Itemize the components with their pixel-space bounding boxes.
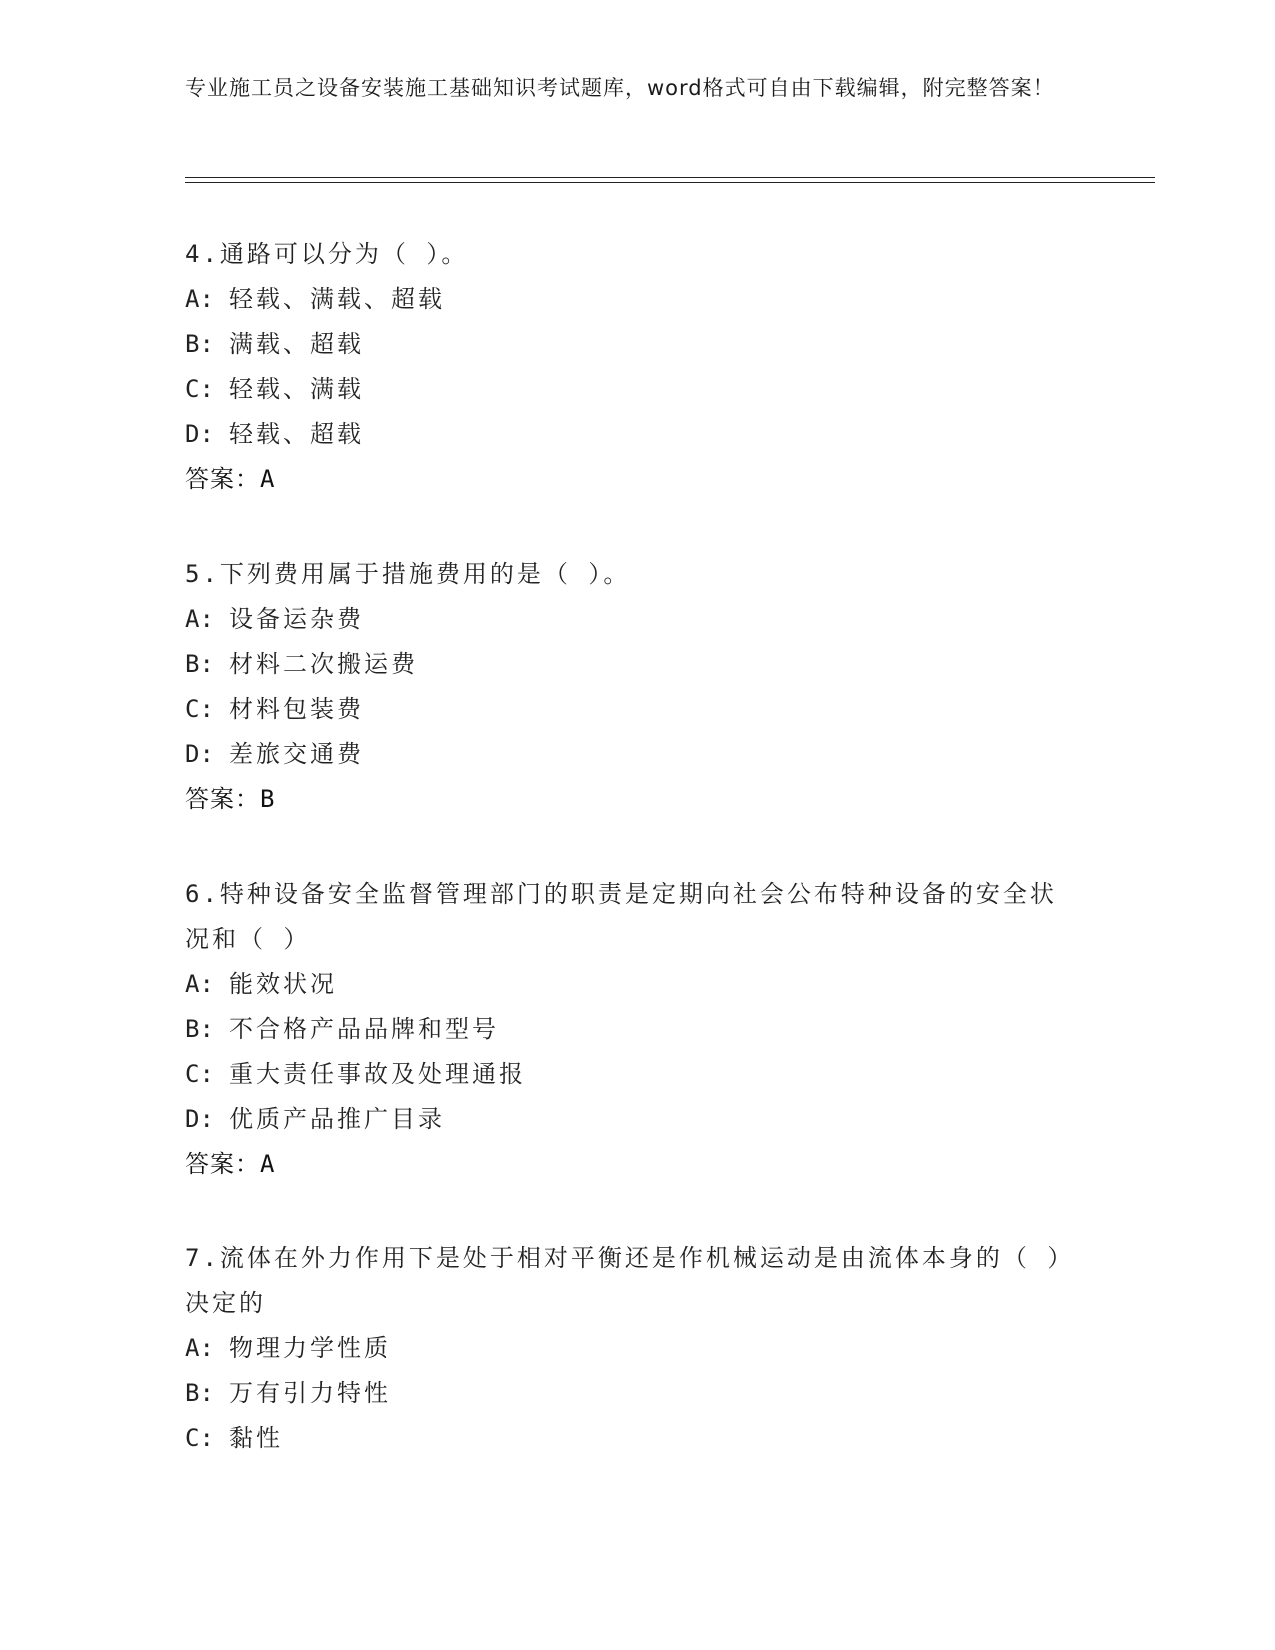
option-letter: B: <box>185 650 214 678</box>
answer-label: 答案： <box>185 465 260 493</box>
option-text: 不合格产品品牌和型号 <box>229 1015 499 1043</box>
option-text: 设备运杂费 <box>229 605 364 633</box>
option-text: 材料包装费 <box>229 695 364 723</box>
question-stem: 7.流体在外力作用下是处于相对平衡还是作机械运动是由流体本身的（ ）决定的 <box>185 1244 1063 1317</box>
option-letter: D: <box>185 740 214 768</box>
option-b <box>185 1007 1065 1052</box>
option-a <box>185 597 1065 642</box>
option-a <box>185 962 1065 1007</box>
option-d <box>185 1097 1065 1142</box>
option-letter: A: <box>185 605 214 633</box>
option-c <box>185 1052 1065 1097</box>
option-a <box>185 277 1065 322</box>
question-6 <box>185 872 1065 1187</box>
option-letter: B: <box>185 1379 214 1407</box>
option-letter: C: <box>185 1060 214 1088</box>
option-text: 能效状况 <box>229 970 337 998</box>
option-text: 重大责任事故及处理通报 <box>229 1060 526 1088</box>
answer-value: A <box>260 465 276 493</box>
option-letter: A: <box>185 1334 214 1362</box>
option-text: 材料二次搬运费 <box>229 650 418 678</box>
answer-label: 答案： <box>185 785 260 813</box>
answer-line <box>185 777 1065 822</box>
option-b <box>185 1371 1065 1416</box>
question-7 <box>185 1236 1065 1461</box>
answer-value: B <box>260 785 276 813</box>
document-header: 专业施工员之设备安装施工基础知识考试题库，word格式可自由下载编辑，附完整答案！ <box>185 76 1055 100</box>
option-text: 优质产品推广目录 <box>229 1105 445 1133</box>
header-divider-bottom <box>185 182 1155 183</box>
option-text: 黏性 <box>229 1424 283 1452</box>
option-letter: B: <box>185 330 214 358</box>
answer-line <box>185 457 1065 502</box>
option-c <box>185 687 1065 732</box>
option-d <box>185 412 1065 457</box>
option-text: 差旅交通费 <box>229 740 364 768</box>
option-text: 轻载、满载、超载 <box>229 285 445 313</box>
option-text: 轻载、超载 <box>229 420 364 448</box>
option-letter: A: <box>185 285 214 313</box>
question-stem: 6.特种设备安全监督管理部门的职责是定期向社会公布特种设备的安全状况和（ ） <box>185 880 1057 953</box>
option-c <box>185 1416 1065 1461</box>
header-divider-top <box>185 177 1155 178</box>
option-text: 轻载、满载 <box>229 375 364 403</box>
option-letter: C: <box>185 375 214 403</box>
option-b <box>185 322 1065 367</box>
option-letter: C: <box>185 1424 214 1452</box>
option-letter: D: <box>185 420 214 448</box>
option-c <box>185 367 1065 412</box>
question-5 <box>185 552 1065 822</box>
option-b <box>185 642 1065 687</box>
answer-label: 答案： <box>185 1150 260 1178</box>
option-letter: C: <box>185 695 214 723</box>
question-4 <box>185 232 1065 502</box>
option-text: 万有引力特性 <box>229 1379 391 1407</box>
answer-value: A <box>260 1150 276 1178</box>
option-letter: B: <box>185 1015 214 1043</box>
question-stem: 5.下列费用属于措施费用的是（ ）。 <box>185 560 631 588</box>
option-letter: D: <box>185 1105 214 1133</box>
option-a <box>185 1326 1065 1371</box>
option-d <box>185 732 1065 777</box>
option-text: 物理力学性质 <box>229 1334 391 1362</box>
option-text: 满载、超载 <box>229 330 364 358</box>
question-stem: 4.通路可以分为（ ）。 <box>185 240 469 268</box>
option-letter: A: <box>185 970 214 998</box>
answer-line <box>185 1142 1065 1187</box>
